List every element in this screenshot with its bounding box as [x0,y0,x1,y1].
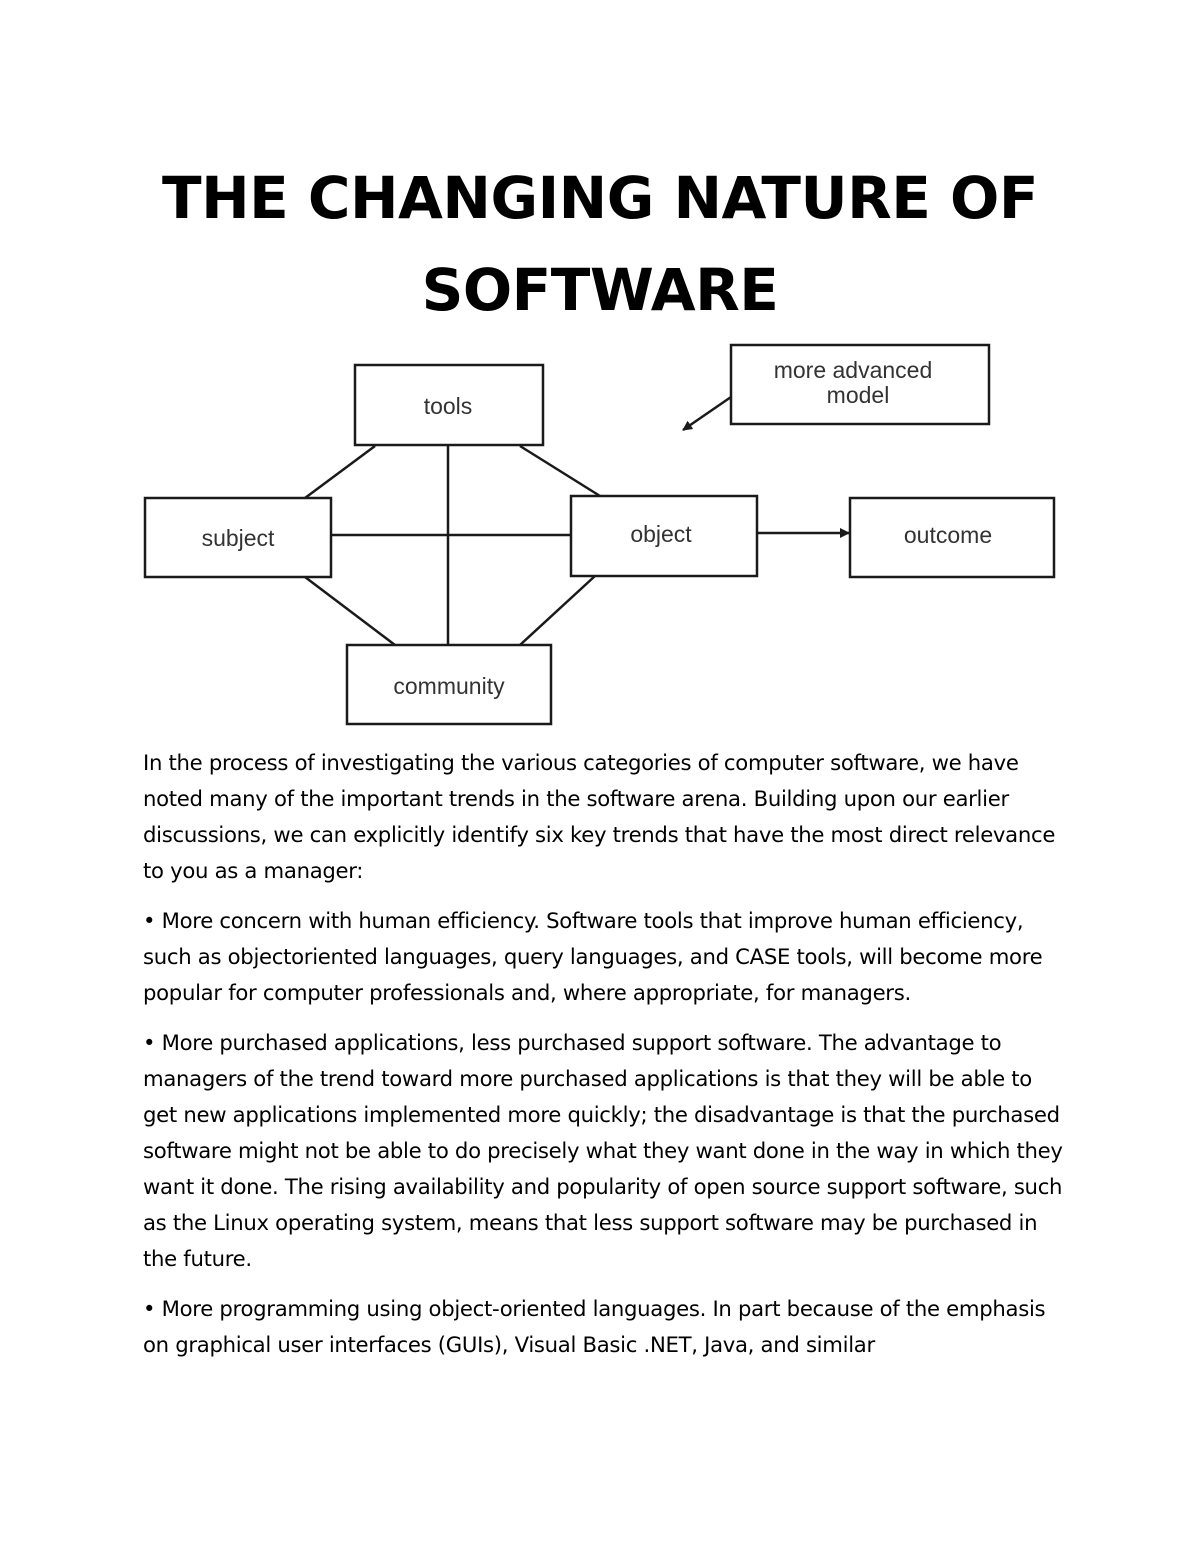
body-text [143,745,1063,1377]
note-label-line-2: model [826,382,890,408]
note-label-line-1: more advanced [773,357,933,383]
title-line-2: SOFTWARE [421,256,779,324]
node-object-label: object [630,521,692,547]
connector-tools-object [520,446,600,496]
bullet-paragraph-3: • More programming using object-oriented languages. In part because of the emphasis on graphical user interfaces (GUIs), Visual Basic .NET, Java, and similar [143,1296,1046,1357]
node-outcome-label: outcome [903,522,993,548]
intro-paragraph: In the process of investigating the various categories of computer software, we have noted many of the important trends in the software arena. Building upon our earlier discussions, we can explicitly identify six key trends that have the most direct relevance to you as a manager: [143,750,1056,883]
connector-object-community [520,576,595,645]
bullet-paragraph-2: • More purchased applications, less purchased support software. The advantage to managers of the trend toward more purchased applications is that they will be able to get new applications implemented more quickly; the disadvantage is that the purchased software might not be able to do precisely what they want done in the way in which they want it done. The rising availability and popularity of open source support software, such as the Linux operating system, means that less support software may be purchased in the future. [143,1030,1063,1271]
title-line-1: THE CHANGING NATURE OF [162,164,1038,232]
connector-tools-subject [305,446,375,498]
activity-model-diagram [140,338,1065,730]
node-tools-label: tools [423,393,473,419]
node-subject-label: subject [201,525,275,551]
connector-subject-community [305,577,395,645]
bullet-paragraph-1: • More concern with human efficiency. Software tools that improve human efficiency, such as objectoriented languages, query languages, and CASE tools, will become more popular for computer professionals and, where appropriate, for managers. [143,908,1043,1005]
arrow-note-pointer [683,397,731,430]
node-community-label: community [393,673,505,699]
page-title [100,152,1100,336]
